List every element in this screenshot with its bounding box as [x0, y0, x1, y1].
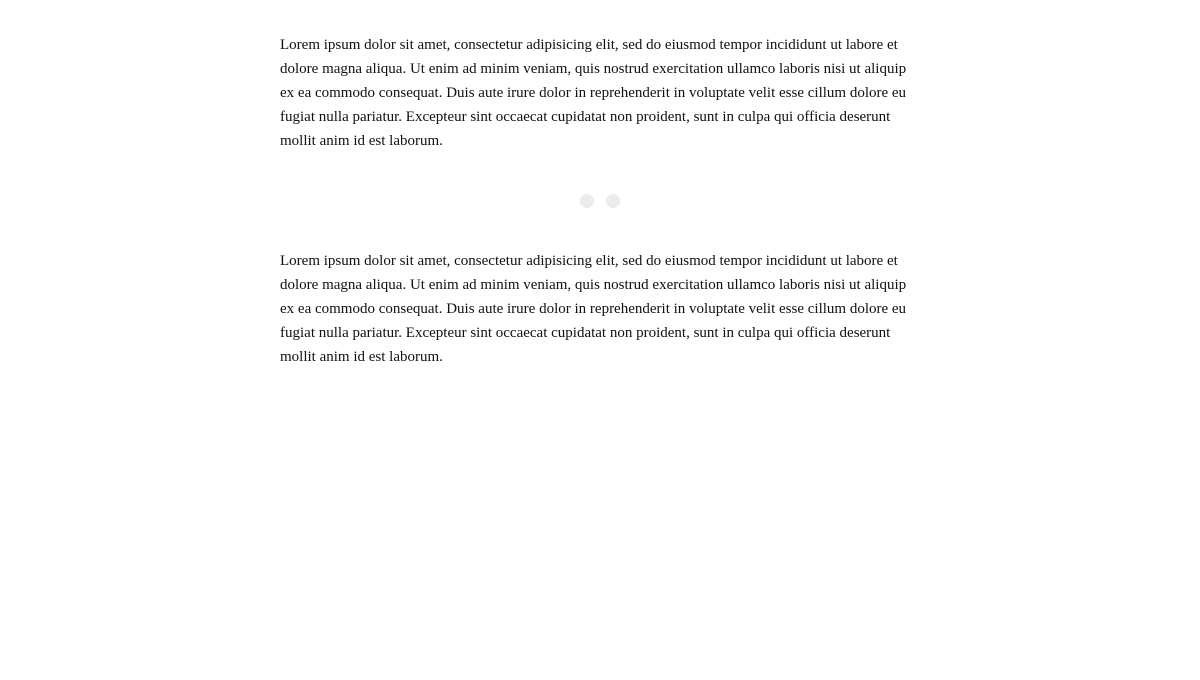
loading-dot-icon [606, 194, 620, 208]
content-area [280, 33, 920, 369]
paragraph-1: Lorem ipsum dolor sit amet, consectetur adipisicing elit, sed do eiusmod tempor incididunt ut labore et dolore magna aliqua. Ut enim ad minim veniam, quis nostrud exercitation ullamco laboris nisi ut aliquip ex ea commodo consequat. Duis aute irure dolor in reprehenderit in voluptate velit esse cillum dolore eu fugiat nulla pariatur. Excepteur sint occaecat cupidatat non proident, sunt in culpa qui officia deserunt mollit anim id est laborum. [280, 37, 907, 149]
paragraph-2: Lorem ipsum dolor sit amet, consectetur adipisicing elit, sed do eiusmod tempor incididunt ut labore et dolore magna aliqua. Ut enim ad minim veniam, quis nostrud exercitation ullamco laboris nisi ut aliquip ex ea commodo consequat. Duis aute irure dolor in reprehenderit in voluptate velit esse cillum dolore eu fugiat nulla pariatur. Excepteur sint occaecat cupidatat non proident, sunt in culpa qui officia deserunt mollit anim id est laborum. [280, 253, 907, 365]
loading-dot-icon [580, 194, 594, 208]
loading-indicator [280, 153, 920, 249]
